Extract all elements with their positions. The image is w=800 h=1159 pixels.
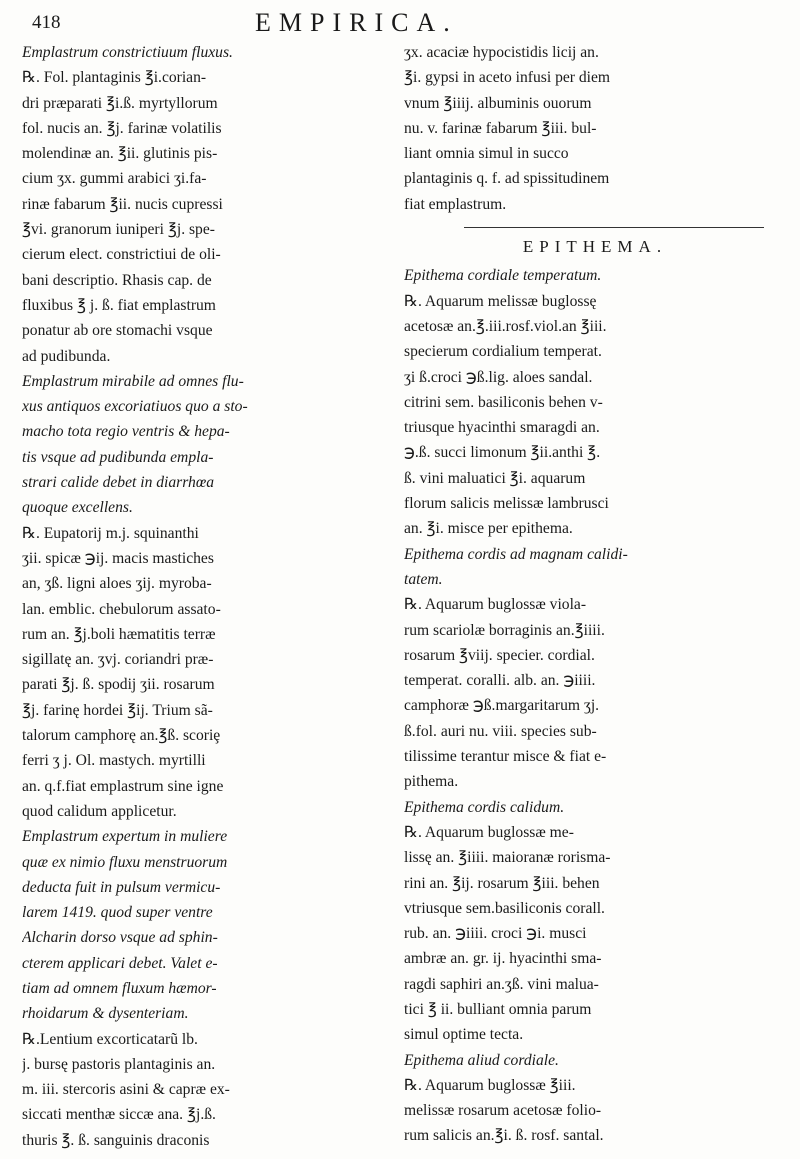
text-line: thuris ℥. ß. sanguinis draconis	[22, 1131, 210, 1149]
text-line: ferri ʒ j. Ol. mastych. myrtilli	[22, 752, 206, 770]
text-line: lissę an. ℥iiii. maioranæ rorisma-	[404, 849, 611, 867]
text-line: dri præparati ℥i.ß. myrtyllorum	[22, 94, 218, 112]
text-line: ℞. Eupatorij m.j. squinanthi	[22, 524, 199, 542]
text-line: rini an. ℥ij. rosarum ℥iii. behen	[404, 874, 600, 892]
text-line: ß.fol. auri nu. viii. species sub-	[404, 722, 597, 740]
text-line: lan. emblic. chebulorum assato-	[22, 600, 221, 618]
text-line: quod calidum applicetur.	[22, 802, 177, 820]
text-line: plantaginis q. f. ad spissitudinem	[404, 170, 610, 188]
text-line: Emplastrum expertum in muliere	[22, 828, 228, 846]
text-line: ß. vini maluatici ℥i. aquarum	[404, 469, 586, 487]
text-line: Epithema cordis calidum.	[404, 798, 565, 816]
text-line: nu. v. farinæ fabarum ℥iii. bul-	[404, 119, 597, 137]
text-line: Emplastrum constrictiuum fluxus.	[22, 44, 233, 61]
text-line: Epithema cordiale temperatum.	[404, 267, 602, 285]
text-line: cierum elect. constrictiui de oli-	[22, 246, 221, 264]
text-line: ℞. Aquarum buglossæ viola-	[404, 596, 587, 614]
text-line: an. ℥i. misce per epithema.	[404, 520, 573, 538]
text-line: cterem applicari debet. Valet e-	[22, 954, 218, 972]
text-line: fol. nucis an. ℥j. farinæ volatilis	[22, 119, 222, 137]
text-line: rhoidarum & dysenteriam.	[22, 1005, 189, 1023]
text-line: acetosæ an.℥.iii.rosf.viol.an ℥iii.	[404, 317, 607, 335]
left-column	[22, 40, 392, 1153]
text-line: talorum camphorę an.℥ß. scoriȩ	[22, 727, 221, 745]
text-line: ad pudibunda.	[22, 347, 111, 365]
text-line: temperat. coralli. alb. an. ℈iiii.	[404, 672, 596, 690]
text-line: quoque excellens.	[22, 499, 133, 517]
text-line: specierum cordialium temperat.	[404, 343, 602, 361]
text-line: Emplastrum mirabile ad omnes flu-	[22, 372, 244, 390]
text-line: Alcharin dorso vsque ad sphin-	[22, 929, 218, 947]
text-line: m. iii. stercoris asini & capræ ex-	[22, 1081, 230, 1099]
text-line: bani descriptio. Rhasis cap. de	[22, 271, 212, 289]
text-line: ℈.ß. succi limonum ℥ii.anthi ℥.	[404, 444, 601, 462]
text-line: tis vsque ad pudibunda empla-	[22, 448, 214, 466]
page-number: 418	[32, 12, 61, 33]
text-line: parati ℥j. ß. spodij ʒii. rosarum	[22, 676, 215, 694]
text-line: rub. an. ℈iiii. croci ℈i. musci	[404, 925, 587, 943]
left-column-text	[22, 40, 392, 1153]
text-line: ʒi ß.croci ℈ß.lig. aloes sandal.	[404, 368, 593, 386]
text-line: rum salicis an.℥i. ß. rosf. santal.	[404, 1127, 604, 1145]
text-line: vnum ℥iiij. albuminis ouorum	[404, 94, 592, 112]
text-line: tatem.	[404, 570, 443, 588]
text-line: ℞. Aquarum melissæ buglossę	[404, 292, 597, 310]
text-line: fiat emplastrum.	[404, 195, 507, 213]
running-head	[30, 8, 770, 38]
text-line: strari calide debet in diarrhœa	[22, 474, 215, 492]
text-line: an. q.f.fiat emplastrum sine igne	[22, 777, 224, 795]
text-line: tici ℥ ii. bulliant omnia parum	[404, 1000, 592, 1018]
text-line: macho tota regio ventris & hepa-	[22, 423, 230, 441]
text-line: larem 1419. quod super ventre	[22, 904, 213, 922]
text-line: tiam ad omnem fluxum hæmor-	[22, 979, 217, 997]
text-line: ℞. Aquarum buglossæ me-	[404, 823, 574, 841]
text-line: ℥j. farinę hordei ℥ij. Trium sã-	[22, 701, 213, 719]
text-line: camphoræ ℈ß.margaritarum ʒj.	[404, 697, 600, 715]
right-column-top-text	[404, 40, 786, 217]
text-line: citrini sem. basiliconis behen v-	[404, 393, 603, 411]
text-line: Epithema cordis ad magnam calidi-	[404, 545, 628, 563]
text-line: pithema.	[404, 773, 459, 791]
text-line: rosarum ℥viij. specier. cordial.	[404, 646, 595, 664]
text-line: simul optime tecta.	[404, 1026, 524, 1044]
text-line: liant omnia simul in succo	[404, 145, 569, 163]
text-line: rum scariolæ borraginis an.℥iiii.	[404, 621, 605, 639]
section-divider	[464, 227, 764, 228]
text-line: rinæ fabarum ℥ii. nucis cupressi	[22, 195, 223, 213]
text-line: xus antiquos excoriatiuos quo a sto-	[22, 398, 248, 416]
text-line: ʒx. acaciæ hypocistidis licij an.	[404, 44, 599, 61]
text-line: triusque hyacinthi smaragdi an.	[404, 419, 600, 437]
text-line: quæ ex nimio fluxu menstruorum	[22, 853, 228, 871]
text-line: vtriusque sem.basiliconis corall.	[404, 899, 605, 917]
text-line: cium ʒx. gummi arabici ʒi.fa-	[22, 170, 207, 188]
text-line: ʒii. spicæ ℈ij. macis mastiches	[22, 549, 214, 567]
text-line: ragdi saphiri an.ʒß. vini malua-	[404, 975, 599, 993]
running-title: EMPIRICA.	[255, 8, 458, 37]
text-line: tilissime terantur misce & fiat e-	[404, 748, 607, 766]
text-line: fluxibus ℥ j. ß. fiat emplastrum	[22, 296, 216, 314]
text-line: j. bursę pastoris plantaginis an.	[22, 1055, 216, 1073]
text-line: melissæ rosarum acetosæ folio-	[404, 1102, 602, 1120]
text-line: siccati menthæ siccæ ana. ℥j.ß.	[22, 1106, 216, 1124]
text-line: florum salicis melissæ lambrusci	[404, 495, 609, 513]
text-line: sigillatę an. ʒvj. coriandri præ-	[22, 651, 214, 669]
text-line: ℞. Fol. plantaginis ℥i.corian-	[22, 69, 207, 87]
text-line: rum an. ℥j.boli hæmatitis terræ	[22, 625, 216, 643]
text-line: Epithema aliud cordiale.	[404, 1051, 559, 1069]
text-line: ℞.Lentium excorticatarũ lb.	[22, 1030, 198, 1048]
text-line: an, ʒß. ligni aloes ʒij. myroba-	[22, 575, 212, 593]
text-line: molendinæ an. ℥ii. glutinis pis-	[22, 145, 218, 163]
section-title-epithema: EPITHEMA.	[522, 237, 668, 257]
text-line: deducta fuit in pulsum vermicu-	[22, 878, 221, 896]
text-line: ponatur ab ore stomachi vsque	[22, 322, 213, 340]
text-line: ℞. Aquarum buglossæ ℥iii.	[404, 1076, 576, 1094]
right-column-bottom-text	[404, 263, 786, 1148]
text-line: ℥i. gypsi in aceto infusi per diem	[404, 69, 611, 87]
text-line: ℥vi. granorum iuniperi ℥j. spe-	[22, 221, 215, 239]
text-line: ambræ an. gr. ij. hyacinthi sma-	[404, 950, 602, 968]
right-column	[404, 40, 786, 1149]
